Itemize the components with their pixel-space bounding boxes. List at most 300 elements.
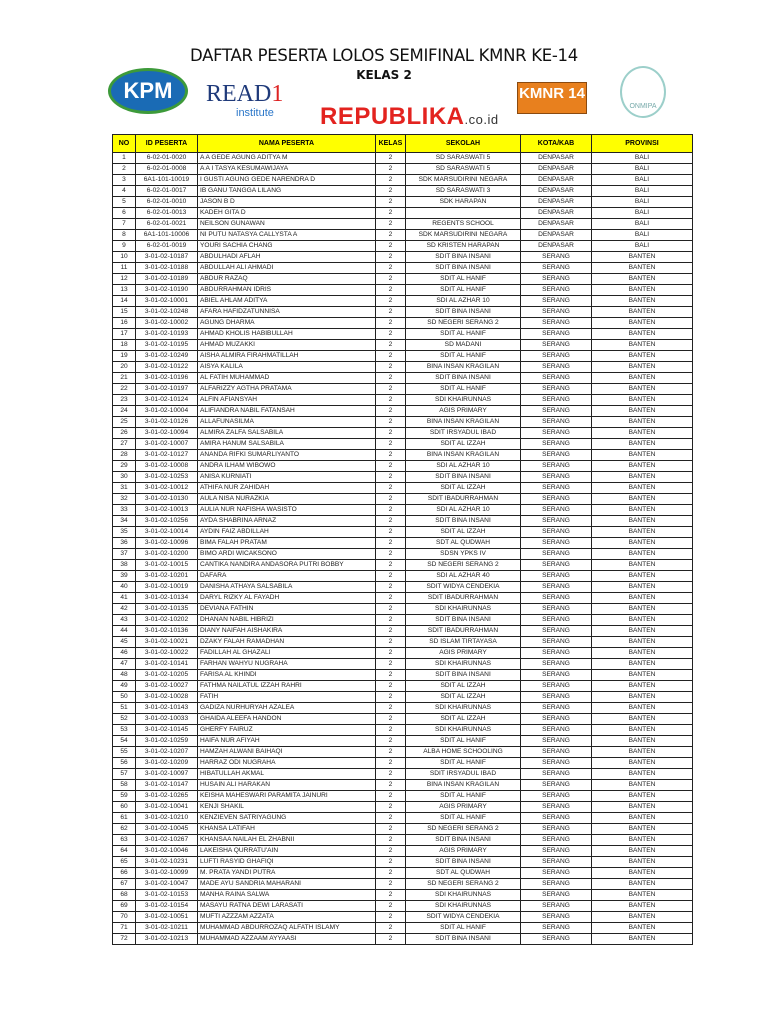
cell-kota-kab: SERANG bbox=[521, 560, 592, 571]
table-row bbox=[113, 934, 693, 945]
cell-nama-peserta: KADEH GITA D bbox=[198, 208, 376, 219]
header-sekolah: SEKOLAH bbox=[406, 135, 521, 153]
cell-no: 62 bbox=[113, 824, 136, 835]
cell-provinsi: BANTEN bbox=[592, 285, 693, 296]
table-row bbox=[113, 395, 693, 406]
cell-provinsi: BALI bbox=[592, 241, 693, 252]
table-row bbox=[113, 450, 693, 461]
cell-nama-peserta: MUHAMMAD AZZAAM AYYAASI bbox=[198, 934, 376, 945]
cell-nama-peserta: MANHA RAINA SALWA bbox=[198, 890, 376, 901]
table-row bbox=[113, 703, 693, 714]
cell-kelas: 2 bbox=[376, 868, 406, 879]
cell-id-peserta: 3-01-02-10001 bbox=[136, 296, 198, 307]
cell-provinsi: BANTEN bbox=[592, 912, 693, 923]
cell-id-peserta: 6-02-01-0020 bbox=[136, 153, 198, 164]
cell-sekolah: SDIT BINA INSANI bbox=[406, 835, 521, 846]
cell-provinsi: BANTEN bbox=[592, 846, 693, 857]
table-row bbox=[113, 439, 693, 450]
cell-kelas: 2 bbox=[376, 615, 406, 626]
cell-provinsi: BALI bbox=[592, 164, 693, 175]
cell-kelas: 2 bbox=[376, 197, 406, 208]
cell-sekolah: SDIT AL IZZAH bbox=[406, 714, 521, 725]
cell-sekolah: SDSN YPKS IV bbox=[406, 549, 521, 560]
cell-nama-peserta: BIMO ARDI WICAKSONO bbox=[198, 549, 376, 560]
cell-id-peserta: 6-02-01-0021 bbox=[136, 219, 198, 230]
cell-sekolah: SDIT BINA INSANI bbox=[406, 252, 521, 263]
cell-kota-kab: SERANG bbox=[521, 648, 592, 659]
table-row bbox=[113, 571, 693, 582]
cell-no: 2 bbox=[113, 164, 136, 175]
cell-no: 44 bbox=[113, 626, 136, 637]
cell-sekolah: SDIT AL IZZAH bbox=[406, 692, 521, 703]
cell-provinsi: BANTEN bbox=[592, 384, 693, 395]
cell-nama-peserta: ALMIRA ZALFA SALSABILA bbox=[198, 428, 376, 439]
read1-logo-number: 1 bbox=[271, 81, 284, 107]
cell-kota-kab: SERANG bbox=[521, 395, 592, 406]
cell-kelas: 2 bbox=[376, 395, 406, 406]
cell-provinsi: BANTEN bbox=[592, 329, 693, 340]
cell-sekolah bbox=[406, 208, 521, 219]
cell-kelas: 2 bbox=[376, 219, 406, 230]
cell-kelas: 2 bbox=[376, 626, 406, 637]
table-row bbox=[113, 725, 693, 736]
table-row bbox=[113, 912, 693, 923]
cell-kota-kab: SERANG bbox=[521, 791, 592, 802]
table-row bbox=[113, 307, 693, 318]
cell-no: 68 bbox=[113, 890, 136, 901]
table-row bbox=[113, 318, 693, 329]
table-row bbox=[113, 208, 693, 219]
cell-kelas: 2 bbox=[376, 571, 406, 582]
cell-sekolah: SDK MARSUDIRINI NEGARA bbox=[406, 175, 521, 186]
cell-nama-peserta: AHMAD KHOLIS HABIBULLAH bbox=[198, 329, 376, 340]
cell-sekolah: SDIT IRSYADUL IBAD bbox=[406, 428, 521, 439]
table-row bbox=[113, 329, 693, 340]
cell-kota-kab: SERANG bbox=[521, 571, 592, 582]
table-row bbox=[113, 241, 693, 252]
cell-id-peserta: 3-01-02-10145 bbox=[136, 725, 198, 736]
cell-id-peserta: 3-01-02-10028 bbox=[136, 692, 198, 703]
cell-kota-kab: SERANG bbox=[521, 637, 592, 648]
table-row bbox=[113, 483, 693, 494]
cell-sekolah: AGIS PRIMARY bbox=[406, 406, 521, 417]
cell-sekolah: SDIT AL IZZAH bbox=[406, 681, 521, 692]
cell-nama-peserta: AISYA KALILA bbox=[198, 362, 376, 373]
table-row bbox=[113, 285, 693, 296]
cell-kota-kab: DENPASAR bbox=[521, 175, 592, 186]
cell-sekolah: SDI AL AZHAR 10 bbox=[406, 461, 521, 472]
cell-provinsi: BANTEN bbox=[592, 340, 693, 351]
cell-kota-kab: SERANG bbox=[521, 307, 592, 318]
cell-kelas: 2 bbox=[376, 274, 406, 285]
cell-kelas: 2 bbox=[376, 527, 406, 538]
cell-kota-kab: DENPASAR bbox=[521, 197, 592, 208]
cell-no: 35 bbox=[113, 527, 136, 538]
cell-nama-peserta: ABDURRAHMAN IDRIS bbox=[198, 285, 376, 296]
cell-id-peserta: 3-01-02-10187 bbox=[136, 252, 198, 263]
cell-kelas: 2 bbox=[376, 560, 406, 571]
cell-sekolah: SDI AL AZHAR 40 bbox=[406, 571, 521, 582]
cell-nama-peserta: KHANSAA NAILAH EL ZHABNII bbox=[198, 835, 376, 846]
cell-nama-peserta: AYDIN FAIZ ABDILLAH bbox=[198, 527, 376, 538]
cell-no: 46 bbox=[113, 648, 136, 659]
cell-kota-kab: SERANG bbox=[521, 263, 592, 274]
table-row bbox=[113, 406, 693, 417]
cell-id-peserta: 3-01-02-10012 bbox=[136, 483, 198, 494]
cell-kota-kab: SERANG bbox=[521, 868, 592, 879]
cell-kelas: 2 bbox=[376, 670, 406, 681]
table-row bbox=[113, 472, 693, 483]
cell-sekolah: SDI AL AZHAR 10 bbox=[406, 296, 521, 307]
cell-kota-kab: SERANG bbox=[521, 461, 592, 472]
cell-provinsi: BANTEN bbox=[592, 527, 693, 538]
cell-provinsi: BANTEN bbox=[592, 274, 693, 285]
cell-sekolah: SDIT AL HANIF bbox=[406, 384, 521, 395]
cell-kota-kab: SERANG bbox=[521, 483, 592, 494]
cell-kota-kab: SERANG bbox=[521, 362, 592, 373]
cell-nama-peserta: M. PRATA YANDI PUTRA bbox=[198, 868, 376, 879]
table-row bbox=[113, 857, 693, 868]
cell-sekolah: BINA INSAN KRAGILAN bbox=[406, 417, 521, 428]
cell-id-peserta: 3-01-02-10209 bbox=[136, 758, 198, 769]
table-row bbox=[113, 560, 693, 571]
cell-nama-peserta: FARISA AL KHINDI bbox=[198, 670, 376, 681]
cell-no: 20 bbox=[113, 362, 136, 373]
cell-provinsi: BANTEN bbox=[592, 417, 693, 428]
cell-no: 51 bbox=[113, 703, 136, 714]
cell-nama-peserta: BIMA FALAH PRATAM bbox=[198, 538, 376, 549]
cell-kelas: 2 bbox=[376, 846, 406, 857]
cell-id-peserta: 3-01-02-10248 bbox=[136, 307, 198, 318]
table-row bbox=[113, 868, 693, 879]
table-row bbox=[113, 516, 693, 527]
cell-id-peserta: 3-01-02-10193 bbox=[136, 329, 198, 340]
cell-no: 49 bbox=[113, 681, 136, 692]
table-row bbox=[113, 747, 693, 758]
cell-sekolah: SDIT AL HANIF bbox=[406, 274, 521, 285]
cell-sekolah: SDI KHAIRUNNAS bbox=[406, 890, 521, 901]
table-row bbox=[113, 252, 693, 263]
cell-kelas: 2 bbox=[376, 164, 406, 175]
kpm-logo bbox=[108, 68, 188, 114]
table-row bbox=[113, 736, 693, 747]
cell-provinsi: BANTEN bbox=[592, 780, 693, 791]
cell-provinsi: BANTEN bbox=[592, 582, 693, 593]
table-row bbox=[113, 461, 693, 472]
cell-kelas: 2 bbox=[376, 714, 406, 725]
cell-kelas: 2 bbox=[376, 252, 406, 263]
cell-no: 59 bbox=[113, 791, 136, 802]
cell-sekolah: SDIT IBADURRAHMAN bbox=[406, 494, 521, 505]
cell-no: 14 bbox=[113, 296, 136, 307]
cell-kota-kab: SERANG bbox=[521, 615, 592, 626]
cell-kelas: 2 bbox=[376, 912, 406, 923]
kpm-logo-text: KPM bbox=[123, 78, 173, 103]
cell-kota-kab: DENPASAR bbox=[521, 230, 592, 241]
cell-id-peserta: 3-01-02-10046 bbox=[136, 846, 198, 857]
cell-provinsi: BALI bbox=[592, 219, 693, 230]
document-title: DAFTAR PESERTA LOLOS SEMIFINAL KMNR KE-14 bbox=[190, 46, 578, 65]
table-row bbox=[113, 274, 693, 285]
cell-no: 29 bbox=[113, 461, 136, 472]
cell-nama-peserta: GHERFY FAIRUZ bbox=[198, 725, 376, 736]
cell-kelas: 2 bbox=[376, 516, 406, 527]
cell-id-peserta: 3-01-02-10143 bbox=[136, 703, 198, 714]
cell-sekolah: REGENTS SCHOOL bbox=[406, 219, 521, 230]
cell-nama-peserta: DIANY NAIFAH AISHAKIRA bbox=[198, 626, 376, 637]
cell-id-peserta: 3-01-02-10259 bbox=[136, 736, 198, 747]
cell-id-peserta: 3-01-02-10196 bbox=[136, 373, 198, 384]
table-row bbox=[113, 230, 693, 241]
cell-id-peserta: 3-01-02-10045 bbox=[136, 824, 198, 835]
cell-nama-peserta: DARYL RIZKY AL FAYADH bbox=[198, 593, 376, 604]
read1-logo-text: READ bbox=[206, 81, 272, 107]
table-row bbox=[113, 549, 693, 560]
cell-kelas: 2 bbox=[376, 351, 406, 362]
republika-logo-text: REPUBLIKA bbox=[320, 103, 465, 130]
cell-sekolah: SDIT IRSYADUL IBAD bbox=[406, 769, 521, 780]
cell-provinsi: BANTEN bbox=[592, 626, 693, 637]
cell-no: 5 bbox=[113, 197, 136, 208]
cell-nama-peserta: DHANAN NABIL HIBRIZI bbox=[198, 615, 376, 626]
cell-no: 6 bbox=[113, 208, 136, 219]
table-header-row bbox=[113, 135, 693, 153]
cell-kota-kab: SERANG bbox=[521, 912, 592, 923]
cell-id-peserta: 3-01-02-10002 bbox=[136, 318, 198, 329]
cell-kelas: 2 bbox=[376, 835, 406, 846]
cell-nama-peserta: AISHA ALMIRA FIRAHMATILLAH bbox=[198, 351, 376, 362]
cell-no: 11 bbox=[113, 263, 136, 274]
cell-nama-peserta: AYDA SHABRINA ARNAZ bbox=[198, 516, 376, 527]
table-row bbox=[113, 384, 693, 395]
cell-kelas: 2 bbox=[376, 362, 406, 373]
cell-provinsi: BANTEN bbox=[592, 714, 693, 725]
cell-kelas: 2 bbox=[376, 758, 406, 769]
cell-id-peserta: 3-01-02-10099 bbox=[136, 868, 198, 879]
cell-nama-peserta: HAMZAH ALWANI BAIHAQI bbox=[198, 747, 376, 758]
cell-no: 12 bbox=[113, 274, 136, 285]
cell-nama-peserta: ALFIN AFIANSYAH bbox=[198, 395, 376, 406]
cell-nama-peserta: ABDULHADI AFLAH bbox=[198, 252, 376, 263]
cell-id-peserta: 3-01-02-10153 bbox=[136, 890, 198, 901]
cell-provinsi: BANTEN bbox=[592, 505, 693, 516]
cell-provinsi: BALI bbox=[592, 230, 693, 241]
cell-provinsi: BALI bbox=[592, 175, 693, 186]
cell-provinsi: BANTEN bbox=[592, 835, 693, 846]
cell-nama-peserta: DEVIANA FATHIN bbox=[198, 604, 376, 615]
cell-sekolah: SDIT BINA INSANI bbox=[406, 934, 521, 945]
cell-kelas: 2 bbox=[376, 791, 406, 802]
table-row bbox=[113, 186, 693, 197]
cell-kelas: 2 bbox=[376, 450, 406, 461]
cell-no: 58 bbox=[113, 780, 136, 791]
cell-provinsi: BANTEN bbox=[592, 516, 693, 527]
cell-nama-peserta: LUFTI RASYID GHAFIQI bbox=[198, 857, 376, 868]
cell-sekolah: SD ISLAM TIRTAYASA bbox=[406, 637, 521, 648]
cell-kota-kab: SERANG bbox=[521, 703, 592, 714]
cell-kota-kab: SERANG bbox=[521, 747, 592, 758]
cell-kelas: 2 bbox=[376, 538, 406, 549]
table-row bbox=[113, 780, 693, 791]
header-no: NO bbox=[113, 135, 136, 153]
cell-sekolah: SDIT AL HANIF bbox=[406, 813, 521, 824]
cell-id-peserta: 3-01-02-10200 bbox=[136, 549, 198, 560]
cell-no: 37 bbox=[113, 549, 136, 560]
cell-no: 31 bbox=[113, 483, 136, 494]
cell-kota-kab: SERANG bbox=[521, 318, 592, 329]
cell-no: 21 bbox=[113, 373, 136, 384]
cell-nama-peserta: HIBATULLAH AKMAL bbox=[198, 769, 376, 780]
cell-id-peserta: 3-01-02-10126 bbox=[136, 417, 198, 428]
cell-provinsi: BANTEN bbox=[592, 373, 693, 384]
cell-kelas: 2 bbox=[376, 285, 406, 296]
table-row bbox=[113, 670, 693, 681]
cell-no: 43 bbox=[113, 615, 136, 626]
cell-kelas: 2 bbox=[376, 505, 406, 516]
cell-provinsi: BANTEN bbox=[592, 813, 693, 824]
cell-kelas: 2 bbox=[376, 230, 406, 241]
table-row bbox=[113, 659, 693, 670]
cell-no: 18 bbox=[113, 340, 136, 351]
cell-sekolah: BINA INSAN KRAGILAN bbox=[406, 362, 521, 373]
cell-kota-kab: SERANG bbox=[521, 417, 592, 428]
cell-provinsi: BANTEN bbox=[592, 296, 693, 307]
cell-kelas: 2 bbox=[376, 593, 406, 604]
cell-kota-kab: SERANG bbox=[521, 252, 592, 263]
cell-provinsi: BANTEN bbox=[592, 934, 693, 945]
cell-kelas: 2 bbox=[376, 417, 406, 428]
cell-kota-kab: SERANG bbox=[521, 835, 592, 846]
cell-kota-kab: SERANG bbox=[521, 285, 592, 296]
cell-no: 48 bbox=[113, 670, 136, 681]
cell-id-peserta: 3-01-02-10267 bbox=[136, 835, 198, 846]
cell-kota-kab: SERANG bbox=[521, 384, 592, 395]
cell-nama-peserta: CANTIKA NANDIRA ANDASORA PUTRI BOBBY bbox=[198, 560, 376, 571]
cell-sekolah: AGIS PRIMARY bbox=[406, 648, 521, 659]
cell-no: 50 bbox=[113, 692, 136, 703]
cell-nama-peserta: DZAKY FALAH RAMADHAN bbox=[198, 637, 376, 648]
cell-id-peserta: 6-02-01-0017 bbox=[136, 186, 198, 197]
cell-no: 40 bbox=[113, 582, 136, 593]
cell-sekolah: SDI KHAIRUNNAS bbox=[406, 395, 521, 406]
cell-kota-kab: DENPASAR bbox=[521, 153, 592, 164]
cell-id-peserta: 6-02-01-0010 bbox=[136, 197, 198, 208]
cell-kelas: 2 bbox=[376, 879, 406, 890]
cell-kelas: 2 bbox=[376, 329, 406, 340]
cell-no: 13 bbox=[113, 285, 136, 296]
cell-kota-kab: SERANG bbox=[521, 802, 592, 813]
cell-provinsi: BANTEN bbox=[592, 692, 693, 703]
cell-nama-peserta: ANANDA RIFKI SUMARLIYANTO bbox=[198, 450, 376, 461]
cell-sekolah: SDIT BINA INSANI bbox=[406, 615, 521, 626]
cell-kota-kab: SERANG bbox=[521, 901, 592, 912]
cell-id-peserta: 3-01-02-10004 bbox=[136, 406, 198, 417]
cell-kota-kab: SERANG bbox=[521, 450, 592, 461]
participants-table bbox=[112, 134, 693, 945]
cell-id-peserta: 3-01-02-10134 bbox=[136, 593, 198, 604]
cell-no: 15 bbox=[113, 307, 136, 318]
cell-id-peserta: 3-01-02-10122 bbox=[136, 362, 198, 373]
cell-nama-peserta: ANDRA ILHAM WIBOWO bbox=[198, 461, 376, 472]
cell-provinsi: BANTEN bbox=[592, 923, 693, 934]
cell-id-peserta: 3-01-02-10127 bbox=[136, 450, 198, 461]
cell-kota-kab: SERANG bbox=[521, 769, 592, 780]
cell-kelas: 2 bbox=[376, 780, 406, 791]
cell-provinsi: BANTEN bbox=[592, 901, 693, 912]
cell-id-peserta: 3-01-02-10022 bbox=[136, 648, 198, 659]
table-row bbox=[113, 296, 693, 307]
cell-no: 69 bbox=[113, 901, 136, 912]
cell-nama-peserta: ABDULLAH ALI AHMADI bbox=[198, 263, 376, 274]
cell-kota-kab: SERANG bbox=[521, 373, 592, 384]
cell-provinsi: BANTEN bbox=[592, 351, 693, 362]
cell-nama-peserta: FADILLAH AL GHAZALI bbox=[198, 648, 376, 659]
cell-provinsi: BANTEN bbox=[592, 395, 693, 406]
cell-nama-peserta: GHAIDA ALEEFA HANDON bbox=[198, 714, 376, 725]
cell-kelas: 2 bbox=[376, 747, 406, 758]
cell-provinsi: BANTEN bbox=[592, 483, 693, 494]
cell-no: 65 bbox=[113, 857, 136, 868]
cell-no: 67 bbox=[113, 879, 136, 890]
cell-nama-peserta: A A GEDE AGUNG ADITYA M bbox=[198, 153, 376, 164]
table-row bbox=[113, 175, 693, 186]
cell-sekolah: SDIT BINA INSANI bbox=[406, 670, 521, 681]
cell-no: 72 bbox=[113, 934, 136, 945]
cell-sekolah: BINA INSAN KRAGILAN bbox=[406, 450, 521, 461]
header-id-peserta: ID PESERTA bbox=[136, 135, 198, 153]
cell-kelas: 2 bbox=[376, 582, 406, 593]
cell-sekolah: SD SARASWATI 5 bbox=[406, 164, 521, 175]
cell-kota-kab: SERANG bbox=[521, 890, 592, 901]
cell-provinsi: BANTEN bbox=[592, 824, 693, 835]
cell-kota-kab: DENPASAR bbox=[521, 164, 592, 175]
cell-kelas: 2 bbox=[376, 934, 406, 945]
cell-nama-peserta: MUFTI AZZZAM AZZATA bbox=[198, 912, 376, 923]
cell-id-peserta: 3-01-02-10135 bbox=[136, 604, 198, 615]
cell-sekolah: SD KRISTEN HARAPAN bbox=[406, 241, 521, 252]
cell-kota-kab: DENPASAR bbox=[521, 241, 592, 252]
cell-kota-kab: SERANG bbox=[521, 758, 592, 769]
table-row bbox=[113, 340, 693, 351]
cell-id-peserta: 3-01-02-10205 bbox=[136, 670, 198, 681]
cell-no: 42 bbox=[113, 604, 136, 615]
cell-nama-peserta: MUHAMMAD ABDURROZAQ ALFATH ISLAMY bbox=[198, 923, 376, 934]
cell-nama-peserta: KENJI SHAKIL bbox=[198, 802, 376, 813]
cell-kelas: 2 bbox=[376, 373, 406, 384]
cell-provinsi: BANTEN bbox=[592, 494, 693, 505]
cell-provinsi: BANTEN bbox=[592, 560, 693, 571]
cell-id-peserta: 3-01-02-10033 bbox=[136, 714, 198, 725]
table-row bbox=[113, 791, 693, 802]
cell-provinsi: BALI bbox=[592, 197, 693, 208]
republika-logo bbox=[320, 104, 499, 133]
cell-kota-kab: SERANG bbox=[521, 439, 592, 450]
cell-kelas: 2 bbox=[376, 901, 406, 912]
cell-kota-kab: SERANG bbox=[521, 692, 592, 703]
cell-nama-peserta: HAIFA NUR AFIYAH bbox=[198, 736, 376, 747]
cell-provinsi: BANTEN bbox=[592, 890, 693, 901]
cell-sekolah: SD MADANI bbox=[406, 340, 521, 351]
cell-nama-peserta: AULIA NUR NAFISHA WASISTO bbox=[198, 505, 376, 516]
cell-provinsi: BALI bbox=[592, 186, 693, 197]
table-row bbox=[113, 637, 693, 648]
cell-nama-peserta: AL FATIH MUHAMMAD bbox=[198, 373, 376, 384]
cell-nama-peserta: I GUSTI AGUNG GEDE NARENDRA D bbox=[198, 175, 376, 186]
cell-kota-kab: SERANG bbox=[521, 725, 592, 736]
cell-sekolah: SD SARASWATI 5 bbox=[406, 153, 521, 164]
cell-id-peserta: 3-01-02-10253 bbox=[136, 472, 198, 483]
cell-kelas: 2 bbox=[376, 725, 406, 736]
